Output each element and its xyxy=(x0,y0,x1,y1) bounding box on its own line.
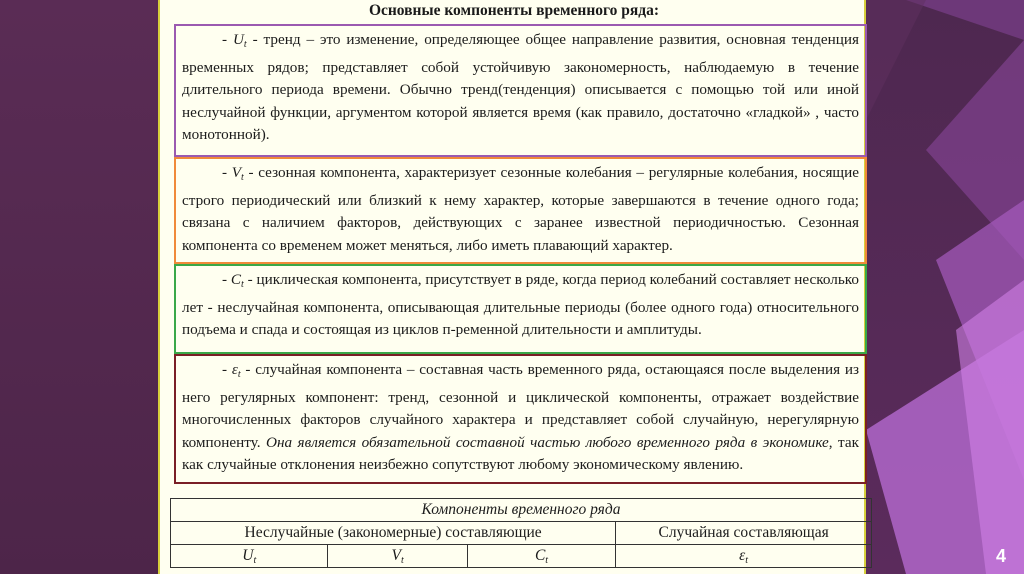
table-header-random: Случайная составляющая xyxy=(616,522,872,545)
table-cell-random: $\varepsilon_t$ xyxy=(616,545,872,568)
trend-subscript: t xyxy=(243,39,247,50)
trend-symbol: U xyxy=(232,31,244,48)
seasonal-section xyxy=(174,157,867,264)
random-italic-text: Она является обязательной составной частью любого временного ряда в экономике xyxy=(266,433,829,451)
trend-prefix: - xyxy=(222,31,233,48)
table-cell-seasonal: $V_t$ xyxy=(328,545,467,568)
document-page xyxy=(158,0,866,574)
slide-background-left xyxy=(0,0,158,574)
trend-section xyxy=(174,24,867,157)
seasonal-symbol: V xyxy=(231,164,242,181)
random-tail-text: , так как случайные отклонения неизбежно сопутствуют любому экономическому явлению. xyxy=(182,433,859,474)
seasonal-prefix: - xyxy=(222,164,232,181)
random-text: - случайная компонента – составная часть временного ряда, остающаяся после выделения из него регулярных компонент: тренд, сезонной и циклической компоненты, отражает воздействие многочисленных факторов случайного характера и представляет собой случайную, нерегулярную компоненту. xyxy=(182,361,860,451)
table-cell-cyclic: $C_t$ xyxy=(467,545,616,568)
seasonal-subscript: t xyxy=(241,172,244,183)
table-header-nonrandom: Неслучайные (закономерные) составляющие xyxy=(171,522,616,545)
table-caption: Компоненты временного ряда xyxy=(171,499,872,522)
cyclic-subscript: t xyxy=(241,279,244,290)
cyclic-symbol: C xyxy=(230,271,241,288)
cyclic-text: - циклическая компонента, присутствует в ряде, когда период колебаний составляет несколько лет - неслучайная компонента, описывающая длительные периоды (более одного года) относительного подъема и спада и состоящая из циклов п-ременной длительности и амплитуды. xyxy=(182,271,859,339)
decorative-triangles xyxy=(866,0,1024,574)
slide-background-right xyxy=(866,0,1024,574)
page-title: Основные компоненты временного ряда: xyxy=(368,2,660,19)
components-table xyxy=(170,498,872,568)
random-section xyxy=(174,354,867,484)
random-subscript: t xyxy=(237,369,241,380)
random-prefix: - xyxy=(222,361,232,378)
slide-page-number: 4 xyxy=(996,546,1007,566)
table-cell-trend: $U_t$ xyxy=(171,545,328,568)
cyclic-prefix: - xyxy=(222,271,231,288)
trend-text: - тренд – это изменение, определяющее общее направление развития, основная тенденция временных рядов; представляет собой устойчивую закономерность, наблюдаемую в течение длительного периода времени. Обычно тренд(тенденция) описывается с помощью той или иной неслучайной функции, аргументом которой является время (как правило, достаточно «гладкой» , часто монотонной). xyxy=(182,31,859,144)
seasonal-text: - сезонная компонента, характеризует сезонные колебания – регулярные колебания, носящие строго периодический или близкий к нему характер, которые завершаются в течение одного года; связана с наличием факторов, действующих с заранее известной периодичностью. Сезонная компонента со временем может меняться, либо иметь плавающий характер. xyxy=(182,164,859,254)
random-symbol: ε xyxy=(231,361,238,378)
cyclic-section xyxy=(174,264,867,354)
